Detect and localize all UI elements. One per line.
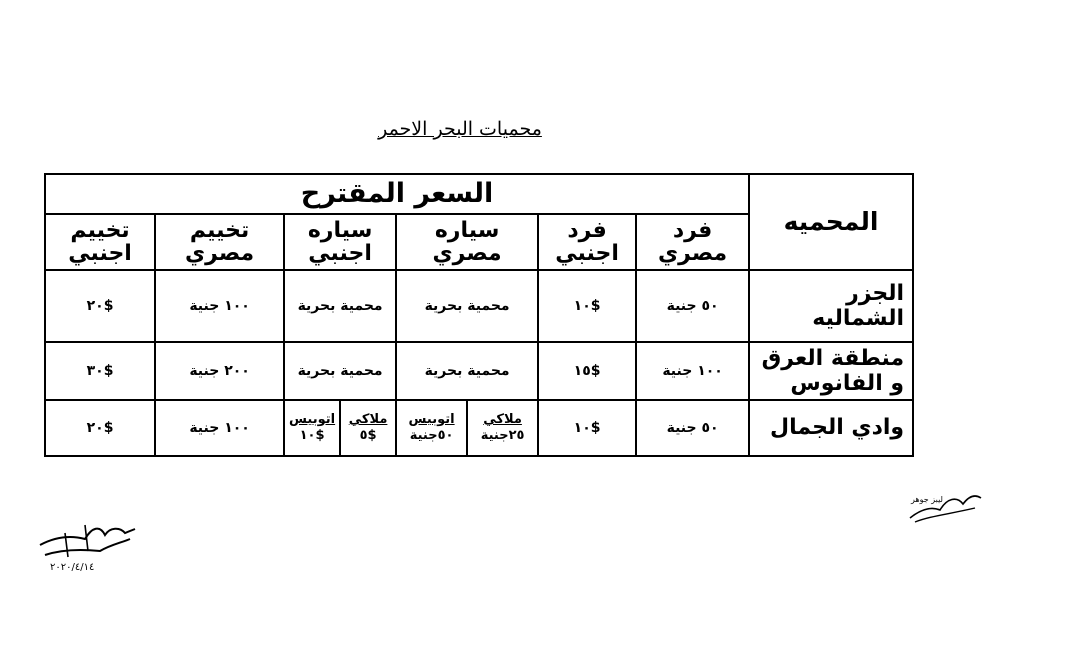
table-row [45,270,913,342]
malaki-subcell: ملاكي ٢٥جنية [480,411,525,443]
otobis-subcell: اتوبيس $١٠ [285,401,341,455]
price-cell: $٣٠ [45,342,155,400]
col-header-takhyim-masri: تخييم مصري [155,214,284,270]
price-cell: ٢٠٠ جنية [155,342,284,400]
right-signature-icon [905,488,985,528]
reserve-name: منطقة العرق و الفانوس [749,342,913,400]
price-cell: محمية بحرية [284,270,396,342]
price-cell-split [284,400,396,456]
table-row [45,400,913,456]
signature-date: ٢٠٢٠/٤/١٤ [50,562,95,573]
price-cell: ١٠٠ جنية [155,400,284,456]
price-cell: $١٠ [538,270,636,342]
malaki-subcell: ملاكي $٥ [348,411,388,443]
reserves-price-table [44,173,914,457]
price-cell: محمية بحرية [396,342,538,400]
col-header-takhyim-ajnabi: تخييم اجنبي [45,214,155,270]
signature-name: ليبز جوهر [911,495,943,504]
price-cell-split [396,400,538,456]
price-cell: $١٥ [538,342,636,400]
price-cell: ١٠٠ جنية [155,270,284,342]
col-header-fard-ajnabi: فرد اجنبي [538,214,636,270]
price-cell: محمية بحرية [284,342,396,400]
price-cell: ٥٠ جنية [636,400,749,456]
price-cell: ٥٠ جنية [636,270,749,342]
price-cell: ١٠٠ جنية [636,342,749,400]
price-cell: $١٠ [538,400,636,456]
table-row [45,342,913,400]
left-signature-icon [30,515,145,575]
otobis-subcell: اتوبيس ٥٠جنية [397,401,468,455]
reserve-name: وادي الجمال [749,400,913,456]
price-cell: $٢٠ [45,400,155,456]
col-header-fard-masri: فرد مصري [636,214,749,270]
col-header-sayara-masri: سياره مصري [396,214,538,270]
reserve-name: الجزر الشماليه [749,270,913,342]
col-header-sayara-ajnabi: سياره اجنبي [284,214,396,270]
proposed-price-header: السعر المقترح [45,174,749,214]
document-title: محميات البحر الاحمر [378,118,542,140]
price-cell: محمية بحرية [396,270,538,342]
reserve-column-header: المحميه [749,174,913,270]
price-cell: $٢٠ [45,270,155,342]
